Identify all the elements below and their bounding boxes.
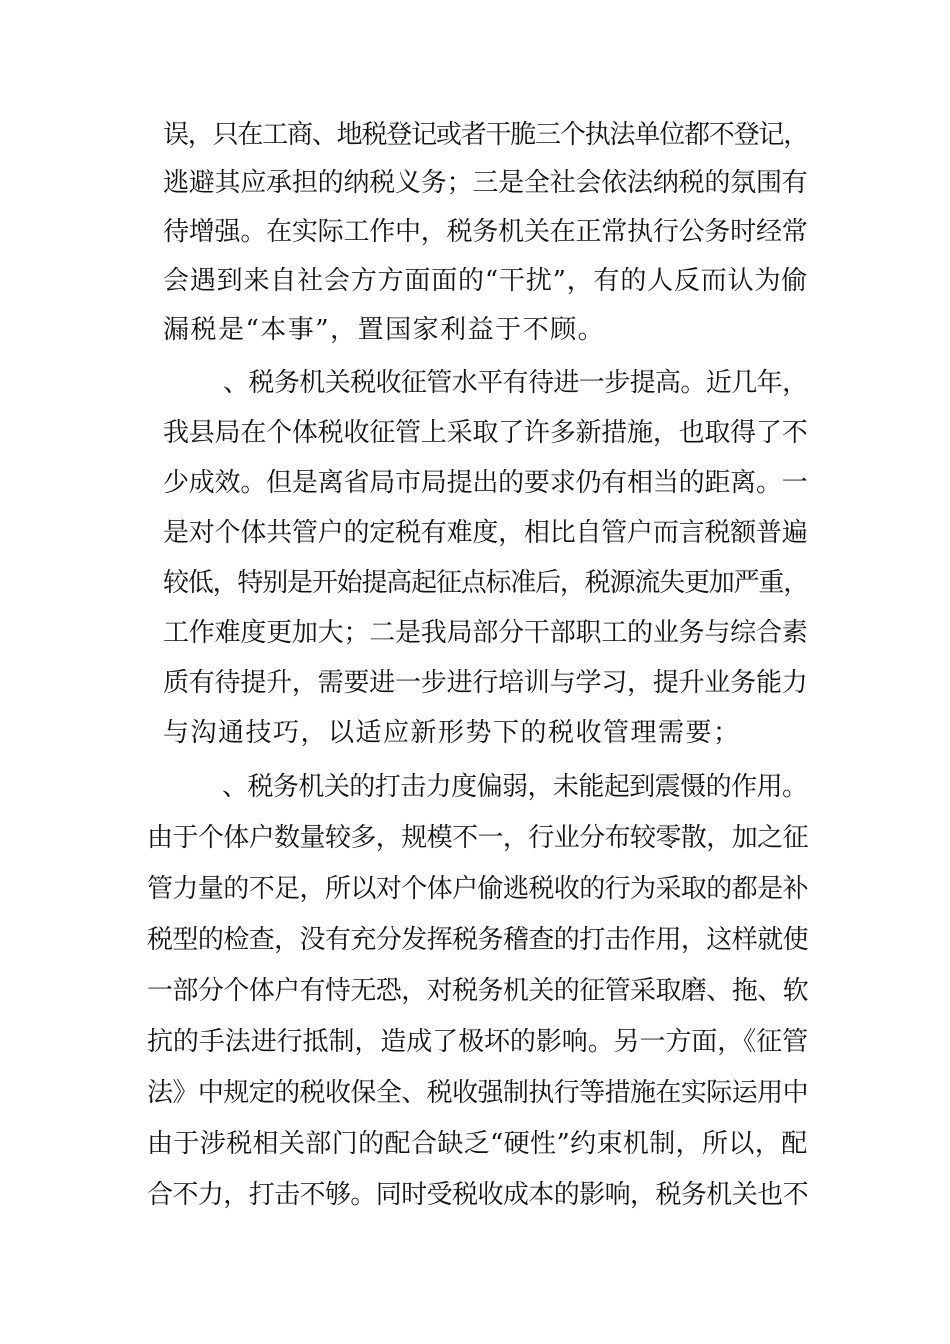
paragraph-3-line-3: 管力量的不足，所以对个体户偷逃税收的行为采取的都是补	[147, 874, 809, 904]
paragraph-2-line-4: 是对个体共管户的定税有难度，相比自管户而言税额普遍	[163, 518, 808, 548]
paragraph-2-line-6: 工作难度更加大；二是我局部分干部职工的业务与综合素	[163, 618, 808, 648]
paragraph-1-line-5: 漏税是“本事”，置国家利益于不顾。	[163, 315, 606, 345]
paragraph-3-line-1: 、税务机关的打击力度偏弱，未能起到震慑的作用。	[222, 772, 808, 802]
paragraph-2-line-7: 质有待提升，需要进一步进行培训与学习，提升业务能力	[163, 668, 808, 698]
paragraph-1-line-2: 逃避其应承担的纳税义务；三是全社会依法纳税的氛围有	[163, 168, 808, 198]
paragraph-3-line-6: 抗的手法进行抵制，造成了极坏的影响。另一方面，《征管	[147, 1027, 809, 1057]
paragraph-3-line-8: 由于涉税相关部门的配合缺乏“硬性”约束机制，所以，配	[147, 1129, 808, 1159]
paragraph-3-line-9: 合不力，打击不够。同时受税收成本的影响，税务机关也不	[147, 1180, 809, 1210]
paragraph-1-line-1: 误，只在工商、地税登记或者干脆三个执法单位都不登记，	[163, 120, 809, 150]
paragraph-2-line-5: 较低，特别是开始提高起征点标准后，税源流失更加严重，	[163, 568, 809, 598]
paragraph-2-line-1: 、税务机关税收征管水平有待进一步提高。近几年，	[223, 368, 808, 398]
paragraph-2-line-8: 与沟通技巧，以适应新形势下的税收管理需要；	[163, 718, 741, 748]
paragraph-3-line-2: 由于个体户数量较多，规模不一，行业分布较零散，加之征	[147, 823, 809, 853]
paragraph-3-line-7: 法》中规定的税收保全、税收强制执行等措施在实际运用中	[147, 1078, 809, 1108]
paragraph-1-line-3: 待增强。在实际工作中，税务机关在正常执行公务时经常	[163, 217, 808, 247]
paragraph-2-line-3: 少成效。但是离省局市局提出的要求仍有相当的距离。一	[163, 468, 808, 498]
paragraph-3-line-5: 一部分个体户有恃无恐，对税务机关的征管采取磨、拖、软	[147, 976, 809, 1006]
paragraph-2-line-2: 我县局在个体税收征管上采取了许多新措施，也取得了不	[163, 418, 808, 448]
paragraph-1-line-4: 会遇到来自社会方方面面的“干扰”，有的人反而认为偷	[163, 266, 809, 296]
paragraph-3-line-4: 税型的检查，没有充分发挥税务稽查的打击作用，这样就使	[147, 925, 809, 955]
